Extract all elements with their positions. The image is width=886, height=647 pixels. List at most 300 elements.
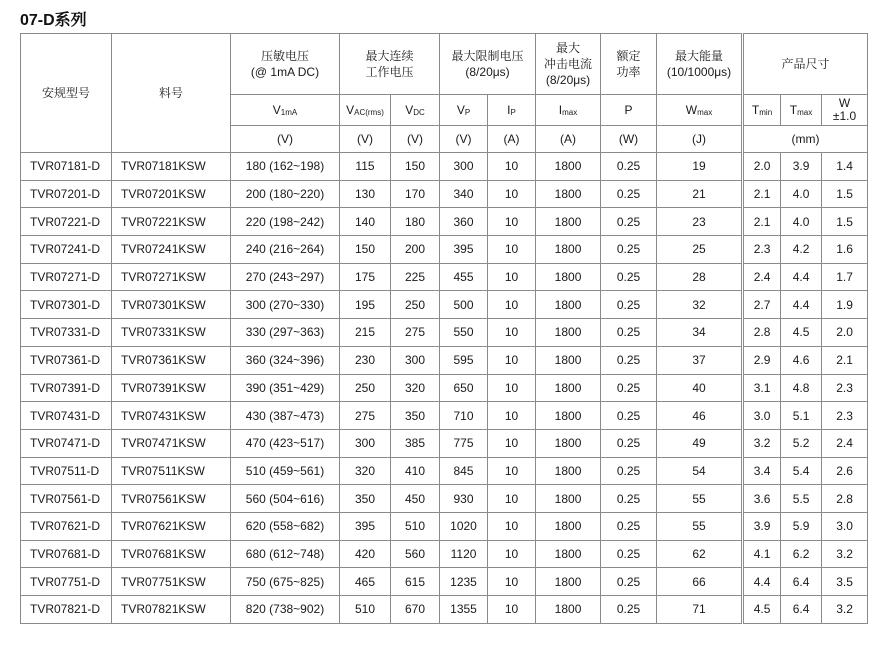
cell-w: 49 (657, 429, 743, 457)
unit-vdc: (V) (391, 126, 440, 153)
cell-vp: 845 (440, 457, 488, 485)
table-body (21, 153, 868, 624)
cell-imax: 1800 (536, 208, 601, 236)
sym-tmin-sub: min (759, 108, 773, 117)
cell-model: TVR07511-D (21, 457, 112, 485)
sym-vac-main: V (346, 103, 355, 117)
cell-vdc: 225 (391, 263, 440, 291)
cell-tmax: 5.5 (781, 485, 822, 513)
cell-wd: 1.4 (822, 153, 868, 181)
cell-p: 0.25 (601, 180, 657, 208)
header-power-l2: 功率 (616, 65, 641, 79)
cell-vac: 350 (340, 485, 391, 513)
cell-imax: 1800 (536, 596, 601, 624)
cell-v1ma: 820 (738~902) (231, 596, 340, 624)
unit-v1ma: (V) (231, 126, 340, 153)
cell-tmin: 3.1 (743, 374, 781, 402)
sym-wmax-sub: max (697, 108, 713, 117)
cell-tmin: 4.1 (743, 540, 781, 568)
sym-vac (340, 95, 391, 126)
cell-vac: 250 (340, 374, 391, 402)
cell-vdc: 350 (391, 402, 440, 430)
sym-w-l2: ±1.0 (832, 109, 857, 123)
cell-p: 0.25 (601, 429, 657, 457)
header-varistor-voltage (231, 34, 340, 95)
cell-wd: 1.5 (822, 180, 868, 208)
cell-vp: 360 (440, 208, 488, 236)
cell-vp: 1235 (440, 568, 488, 596)
sym-tmax-main: T (789, 103, 798, 117)
cell-v1ma: 390 (351~429) (231, 374, 340, 402)
cell-tmax: 5.2 (781, 429, 822, 457)
cell-vp: 595 (440, 346, 488, 374)
cell-p: 0.25 (601, 374, 657, 402)
cell-v1ma: 360 (324~396) (231, 346, 340, 374)
sym-v1ma (231, 95, 340, 126)
sym-ip-sub: P (510, 108, 516, 117)
cell-vdc: 300 (391, 346, 440, 374)
table-row (21, 512, 868, 540)
cell-tmin: 2.7 (743, 291, 781, 319)
cell-vp: 395 (440, 236, 488, 264)
sym-ip-main: I (507, 103, 511, 117)
cell-imax: 1800 (536, 457, 601, 485)
cell-vac: 215 (340, 319, 391, 347)
sym-wmax-main: W (685, 103, 698, 117)
cell-tmax: 6.2 (781, 540, 822, 568)
cell-ip: 10 (488, 236, 536, 264)
cell-tmin: 2.1 (743, 208, 781, 236)
cell-w: 37 (657, 346, 743, 374)
cell-imax: 1800 (536, 319, 601, 347)
cell-tmax: 5.4 (781, 457, 822, 485)
cell-part: TVR07431KSW (112, 402, 231, 430)
cell-vp: 775 (440, 429, 488, 457)
cell-vp: 1020 (440, 512, 488, 540)
cell-ip: 10 (488, 180, 536, 208)
unit-imax: (A) (536, 126, 601, 153)
cell-wd: 3.2 (822, 596, 868, 624)
cell-model: TVR07751-D (21, 568, 112, 596)
cell-tmax: 4.4 (781, 291, 822, 319)
header-energy-l2: (10/1000μs) (666, 65, 732, 79)
sym-w (822, 95, 868, 126)
header-surge-l1: 最大 (556, 41, 581, 55)
cell-v1ma: 270 (243~297) (231, 263, 340, 291)
table-row (21, 402, 868, 430)
header-energy-l1: 最大能量 (675, 49, 724, 63)
header-row-1 (21, 34, 868, 95)
cell-v1ma: 430 (387~473) (231, 402, 340, 430)
cell-part: TVR07241KSW (112, 236, 231, 264)
cell-wd: 2.3 (822, 402, 868, 430)
cell-imax: 1800 (536, 512, 601, 540)
cell-vac: 420 (340, 540, 391, 568)
cell-tmin: 2.1 (743, 180, 781, 208)
cell-ip: 10 (488, 568, 536, 596)
spec-table (20, 33, 868, 624)
cell-vdc: 615 (391, 568, 440, 596)
sym-v1ma-sub: 1mA (280, 108, 298, 117)
cell-imax: 1800 (536, 236, 601, 264)
cell-vac: 140 (340, 208, 391, 236)
cell-w: 55 (657, 512, 743, 540)
cell-vdc: 250 (391, 291, 440, 319)
header-power-l1: 额定 (616, 49, 641, 63)
table-row (21, 291, 868, 319)
cell-v1ma: 560 (504~616) (231, 485, 340, 513)
cell-part: TVR07681KSW (112, 540, 231, 568)
cell-part: TVR07561KSW (112, 485, 231, 513)
table-row (21, 208, 868, 236)
header-clamp-voltage (440, 34, 536, 95)
unit-mm: (mm) (743, 126, 868, 153)
cell-ip: 10 (488, 291, 536, 319)
cell-v1ma: 510 (459~561) (231, 457, 340, 485)
cell-tmax: 4.6 (781, 346, 822, 374)
cell-p: 0.25 (601, 263, 657, 291)
cell-tmin: 3.6 (743, 485, 781, 513)
cell-tmax: 4.2 (781, 236, 822, 264)
cell-wd: 2.3 (822, 374, 868, 402)
cell-tmin: 4.5 (743, 596, 781, 624)
cell-imax: 1800 (536, 485, 601, 513)
cell-w: 62 (657, 540, 743, 568)
unit-p: (W) (601, 126, 657, 153)
table-row (21, 153, 868, 181)
cell-imax: 1800 (536, 263, 601, 291)
sym-wmax (657, 95, 743, 126)
cell-imax: 1800 (536, 402, 601, 430)
cell-part: TVR07301KSW (112, 291, 231, 319)
unit-vp: (V) (440, 126, 488, 153)
cell-model: TVR07391-D (21, 374, 112, 402)
cell-vdc: 320 (391, 374, 440, 402)
sym-p: P (601, 95, 657, 126)
cell-ip: 10 (488, 402, 536, 430)
cell-w: 25 (657, 236, 743, 264)
cell-wd: 1.6 (822, 236, 868, 264)
cell-wd: 1.5 (822, 208, 868, 236)
cell-w: 21 (657, 180, 743, 208)
cell-tmax: 5.9 (781, 512, 822, 540)
cell-vp: 300 (440, 153, 488, 181)
cell-w: 46 (657, 402, 743, 430)
cell-v1ma: 180 (162~198) (231, 153, 340, 181)
cell-tmin: 3.2 (743, 429, 781, 457)
unit-w: (J) (657, 126, 743, 153)
cell-part: TVR07221KSW (112, 208, 231, 236)
cell-p: 0.25 (601, 457, 657, 485)
cell-vac: 320 (340, 457, 391, 485)
cell-tmax: 3.9 (781, 153, 822, 181)
cell-ip: 10 (488, 319, 536, 347)
cell-vp: 500 (440, 291, 488, 319)
cell-w: 54 (657, 457, 743, 485)
cell-model: TVR07331-D (21, 319, 112, 347)
cell-model: TVR07821-D (21, 596, 112, 624)
table-row (21, 457, 868, 485)
cell-p: 0.25 (601, 596, 657, 624)
cell-model: TVR07181-D (21, 153, 112, 181)
header-varistor-voltage-l2: (@ 1mA DC) (250, 65, 320, 79)
sym-imax (536, 95, 601, 126)
cell-v1ma: 470 (423~517) (231, 429, 340, 457)
cell-wd: 2.0 (822, 319, 868, 347)
cell-v1ma: 300 (270~330) (231, 291, 340, 319)
cell-w: 40 (657, 374, 743, 402)
cell-model: TVR07471-D (21, 429, 112, 457)
cell-vdc: 180 (391, 208, 440, 236)
cell-w: 23 (657, 208, 743, 236)
sym-imax-main: I (558, 103, 563, 117)
cell-wd: 2.4 (822, 429, 868, 457)
cell-tmin: 3.0 (743, 402, 781, 430)
table-row (21, 180, 868, 208)
header-safety-model: 安规型号 (21, 34, 112, 153)
header-surge-current (536, 34, 601, 95)
cell-ip: 10 (488, 374, 536, 402)
cell-vdc: 410 (391, 457, 440, 485)
cell-model: TVR07221-D (21, 208, 112, 236)
cell-model: TVR07621-D (21, 512, 112, 540)
cell-vac: 150 (340, 236, 391, 264)
cell-v1ma: 200 (180~220) (231, 180, 340, 208)
sym-vp-sub: P (464, 108, 471, 117)
header-product-size: 产品尺寸 (743, 34, 868, 95)
cell-part: TVR07201KSW (112, 180, 231, 208)
cell-w: 28 (657, 263, 743, 291)
cell-vp: 550 (440, 319, 488, 347)
cell-wd: 2.1 (822, 346, 868, 374)
cell-model: TVR07241-D (21, 236, 112, 264)
cell-tmin: 3.9 (743, 512, 781, 540)
cell-vp: 455 (440, 263, 488, 291)
cell-model: TVR07361-D (21, 346, 112, 374)
cell-tmax: 4.4 (781, 263, 822, 291)
cell-part: TVR07331KSW (112, 319, 231, 347)
cell-vdc: 200 (391, 236, 440, 264)
cell-tmax: 4.8 (781, 374, 822, 402)
cell-tmin: 2.0 (743, 153, 781, 181)
cell-p: 0.25 (601, 540, 657, 568)
header-surge-l2: 冲击电流 (544, 57, 593, 71)
table-row (21, 374, 868, 402)
cell-vdc: 275 (391, 319, 440, 347)
cell-tmin: 2.8 (743, 319, 781, 347)
cell-imax: 1800 (536, 540, 601, 568)
cell-vac: 510 (340, 596, 391, 624)
cell-model: TVR07201-D (21, 180, 112, 208)
cell-wd: 3.0 (822, 512, 868, 540)
header-clamp-l2: (8/20μs) (465, 65, 510, 79)
cell-w: 71 (657, 596, 743, 624)
table-row (21, 568, 868, 596)
cell-vdc: 150 (391, 153, 440, 181)
cell-model: TVR07681-D (21, 540, 112, 568)
cell-tmax: 4.5 (781, 319, 822, 347)
sym-tmax-sub: max (797, 108, 813, 117)
cell-vac: 395 (340, 512, 391, 540)
table-row (21, 263, 868, 291)
unit-vac: (V) (340, 126, 391, 153)
sym-vac-sub: AC(rms) (354, 108, 384, 117)
header-max-energy (657, 34, 743, 95)
cell-imax: 1800 (536, 346, 601, 374)
cell-part: TVR07511KSW (112, 457, 231, 485)
cell-wd: 2.8 (822, 485, 868, 513)
cell-w: 55 (657, 485, 743, 513)
cell-v1ma: 680 (612~748) (231, 540, 340, 568)
cell-tmin: 2.4 (743, 263, 781, 291)
cell-ip: 10 (488, 540, 536, 568)
table-row (21, 429, 868, 457)
table-row (21, 485, 868, 513)
cell-vp: 930 (440, 485, 488, 513)
cell-vp: 710 (440, 402, 488, 430)
cell-ip: 10 (488, 596, 536, 624)
sym-vp-main: V (456, 103, 465, 117)
table-row (21, 346, 868, 374)
cell-imax: 1800 (536, 568, 601, 596)
header-max-working-l2: 工作电压 (365, 65, 414, 79)
cell-part: TVR07391KSW (112, 374, 231, 402)
cell-p: 0.25 (601, 153, 657, 181)
cell-part: TVR07271KSW (112, 263, 231, 291)
cell-p: 0.25 (601, 512, 657, 540)
cell-wd: 1.9 (822, 291, 868, 319)
cell-ip: 10 (488, 263, 536, 291)
cell-w: 34 (657, 319, 743, 347)
sym-w-l1: W (838, 96, 851, 110)
cell-vdc: 385 (391, 429, 440, 457)
cell-p: 0.25 (601, 402, 657, 430)
cell-model: TVR07561-D (21, 485, 112, 513)
cell-imax: 1800 (536, 180, 601, 208)
cell-vp: 340 (440, 180, 488, 208)
cell-w: 32 (657, 291, 743, 319)
cell-wd: 3.2 (822, 540, 868, 568)
cell-wd: 3.5 (822, 568, 868, 596)
cell-part: TVR07181KSW (112, 153, 231, 181)
cell-vdc: 670 (391, 596, 440, 624)
cell-vp: 650 (440, 374, 488, 402)
cell-vac: 130 (340, 180, 391, 208)
cell-vdc: 450 (391, 485, 440, 513)
cell-wd: 2.6 (822, 457, 868, 485)
cell-part: TVR07471KSW (112, 429, 231, 457)
sym-vp (440, 95, 488, 126)
cell-vac: 230 (340, 346, 391, 374)
series-title: 07-D系列 (20, 12, 87, 29)
cell-ip: 10 (488, 485, 536, 513)
header-max-working-l1: 最大连续 (365, 49, 414, 63)
cell-p: 0.25 (601, 485, 657, 513)
table-row (21, 540, 868, 568)
cell-imax: 1800 (536, 429, 601, 457)
cell-p: 0.25 (601, 236, 657, 264)
cell-v1ma: 620 (558~682) (231, 512, 340, 540)
sym-v1ma-main: V (272, 103, 281, 117)
cell-w: 66 (657, 568, 743, 596)
header-part-no: 料号 (112, 34, 231, 153)
sym-tmax (781, 95, 822, 126)
header-varistor-voltage-l1: 压敏电压 (260, 49, 309, 63)
cell-model: TVR07301-D (21, 291, 112, 319)
header-surge-l3: (8/20μs) (545, 73, 591, 87)
cell-p: 0.25 (601, 568, 657, 596)
sym-tmin (743, 95, 781, 126)
cell-tmin: 4.4 (743, 568, 781, 596)
sym-ip (488, 95, 536, 126)
sym-vdc-main: V (405, 103, 414, 117)
sym-imax-sub: max (562, 108, 578, 117)
sym-vdc (391, 95, 440, 126)
cell-v1ma: 220 (198~242) (231, 208, 340, 236)
unit-ip: (A) (488, 126, 536, 153)
cell-imax: 1800 (536, 291, 601, 319)
cell-vac: 465 (340, 568, 391, 596)
cell-wd: 1.7 (822, 263, 868, 291)
cell-imax: 1800 (536, 153, 601, 181)
sym-tmin-main: T (751, 103, 760, 117)
cell-tmax: 6.4 (781, 596, 822, 624)
cell-vp: 1120 (440, 540, 488, 568)
cell-ip: 10 (488, 429, 536, 457)
cell-tmin: 3.4 (743, 457, 781, 485)
header-clamp-l1: 最大限制电压 (451, 49, 524, 63)
cell-ip: 10 (488, 153, 536, 181)
cell-v1ma: 750 (675~825) (231, 568, 340, 596)
cell-vac: 275 (340, 402, 391, 430)
cell-part: TVR07621KSW (112, 512, 231, 540)
table-row (21, 236, 868, 264)
table-row (21, 319, 868, 347)
cell-tmin: 2.3 (743, 236, 781, 264)
cell-vac: 115 (340, 153, 391, 181)
cell-ip: 10 (488, 208, 536, 236)
cell-p: 0.25 (601, 319, 657, 347)
cell-tmax: 5.1 (781, 402, 822, 430)
cell-p: 0.25 (601, 291, 657, 319)
cell-p: 0.25 (601, 208, 657, 236)
cell-model: TVR07271-D (21, 263, 112, 291)
cell-vac: 300 (340, 429, 391, 457)
cell-tmax: 4.0 (781, 180, 822, 208)
cell-vdc: 560 (391, 540, 440, 568)
cell-w: 19 (657, 153, 743, 181)
cell-v1ma: 330 (297~363) (231, 319, 340, 347)
cell-vp: 1355 (440, 596, 488, 624)
cell-v1ma: 240 (216~264) (231, 236, 340, 264)
cell-model: TVR07431-D (21, 402, 112, 430)
cell-ip: 10 (488, 346, 536, 374)
cell-tmax: 4.0 (781, 208, 822, 236)
cell-p: 0.25 (601, 346, 657, 374)
cell-part: TVR07821KSW (112, 596, 231, 624)
cell-tmax: 6.4 (781, 568, 822, 596)
cell-ip: 10 (488, 512, 536, 540)
header-rated-power (601, 34, 657, 95)
cell-vac: 195 (340, 291, 391, 319)
cell-tmin: 2.9 (743, 346, 781, 374)
cell-vdc: 510 (391, 512, 440, 540)
table-row (21, 596, 868, 624)
cell-imax: 1800 (536, 374, 601, 402)
header-max-working-voltage (340, 34, 440, 95)
sym-vdc-sub: DC (413, 108, 425, 117)
cell-part: TVR07361KSW (112, 346, 231, 374)
